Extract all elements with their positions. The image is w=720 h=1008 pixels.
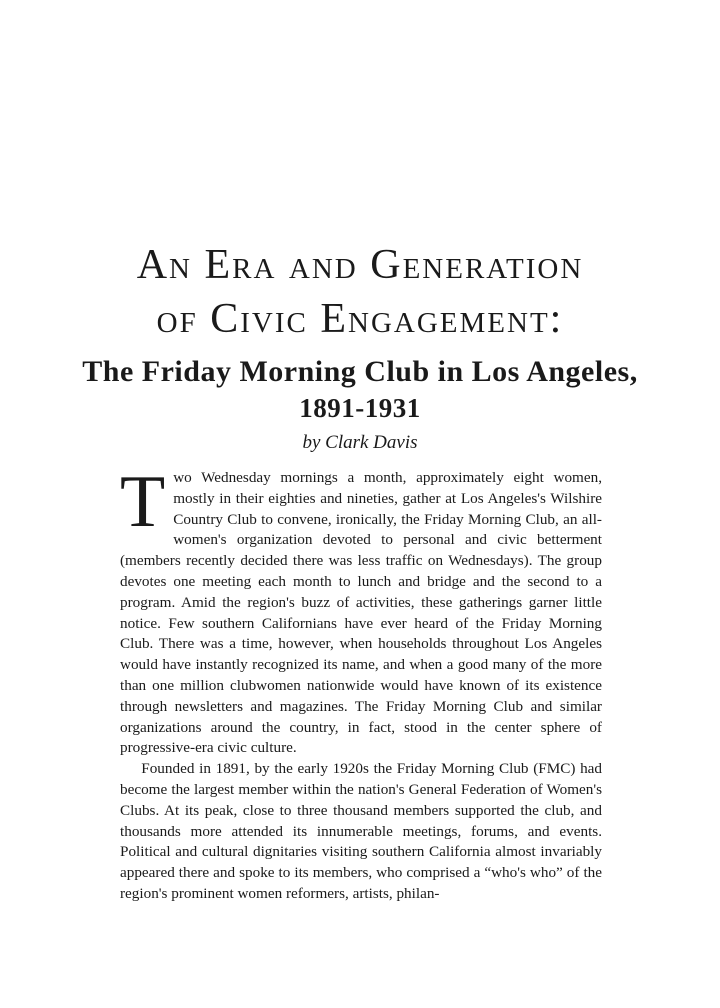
article-title-line-2: of Civic Engagement: xyxy=(156,296,564,342)
article-years: 1891-1931 xyxy=(299,393,421,423)
article-body xyxy=(120,461,602,905)
paragraph-1-text: wo Wednesday mornings a month, approximately eight women, mostly in their eighties and nineties, gather at Los Angeles's Wilshire Country Club to convene, ironically, the Friday Morning Club, an all-women's organization devoted to personal and civic betterment (members recently decided there was less traffic on Wednesdays). The group devotes one meeting each month to lunch and bridge and the second to a program. Amid the region's buzz of activities, these gatherings garner little notice. Few southern Californians have ever heard of the Friday Morning Club. There was a time, however, when households throughout Los Angeles would have instantly recognized its name, and when a good many of the more than one million clubwomen nationwide would have known of its existence through newsletters and magazines. The Friday Morning Club and similar organizations around the country, in fact, stood in the center sphere of progressive-era civic culture. xyxy=(120,469,602,757)
drop-cap: T xyxy=(120,461,166,543)
paragraph-1 xyxy=(120,461,602,759)
author-byline: by Clark Davis xyxy=(302,432,418,453)
paragraph-2: Founded in 1891, by the early 1920s the Friday Morning Club (FMC) had become the largest member within the nation's General Federation of Women's Clubs. At its peak, close to three thousand members supported the club, and thousands more attended its innumerable meetings, forums, and events. Political and cultural dignitaries visiting southern California almost invariably appeared there and spoke to its members, who comprised a “who's who” of the region's prominent women reformers, artists, philan- xyxy=(120,760,602,902)
article-title-line-1: An Era and Generation xyxy=(136,242,584,288)
article-title-block xyxy=(0,238,720,456)
article-subtitle: The Friday Morning Club in Los Angeles, xyxy=(82,355,638,388)
